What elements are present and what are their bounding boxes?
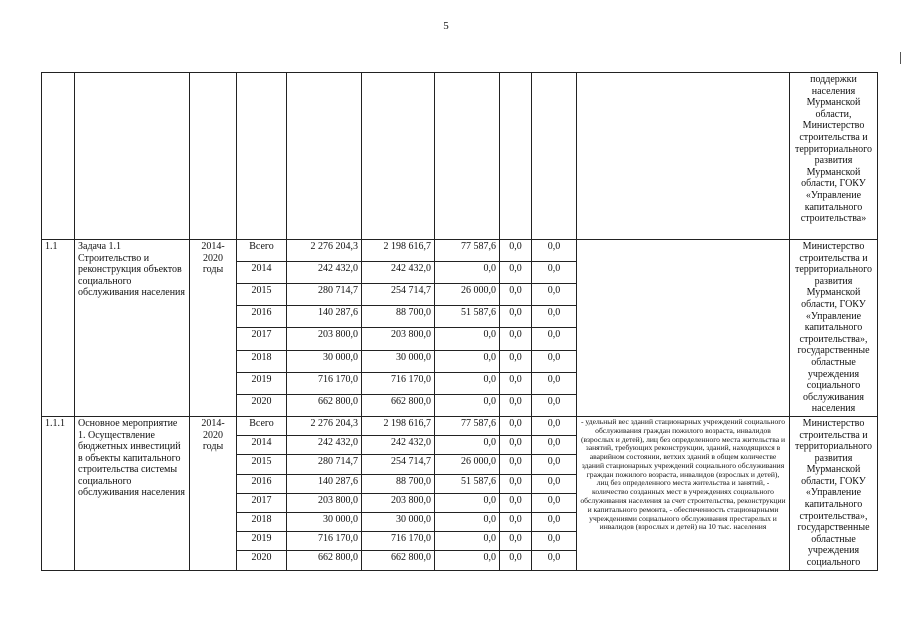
federal-cell: 26 000,0 [435, 284, 500, 306]
total-cell: 30 000,0 [287, 350, 362, 372]
executor-cell: Министерство строительства и территориального развития Мурманской области, ГОКУ «Управление капитального строительства», государственные областные учреждения социального обслуживания населения [790, 240, 878, 417]
total-cell: 662 800,0 [287, 394, 362, 416]
other-cell: 0,0 [532, 306, 577, 328]
other-cell: 0,0 [532, 474, 577, 493]
scan-edge-mark [900, 52, 901, 64]
page-number: 5 [443, 20, 449, 32]
other-cell: 0,0 [532, 455, 577, 474]
total-cell: 716 170,0 [287, 532, 362, 551]
other-cell: 0,0 [532, 350, 577, 372]
program-table [41, 72, 878, 571]
item-code: 1.1.1 [42, 416, 75, 570]
other-cell: 0,0 [532, 416, 577, 435]
indicators-cell: - удельный вес зданий стационарных учреждений социального обслуживания граждан пожилого возраста, инвалидов (взрослых и детей), лиц без определенного места жительства и занятий, требующих реконструкции, зданий, находящихся в аварийном состоянии, ветхих зданий в общем количестве зданий стационарных учреждений социального обслуживания граждан пожилого возраста, инвалидов (взрослых и детей), лиц без определенного места жительства и занятий, - количество созданных мест в учреждениях социального обслуживания населения за счет строительства, реконструкции и капитального ремонта, - обеспеченность стационарными учреждениями социального обслуживания престарелых и инвалидов (взрослых и детей) на 10 тыс. населения [577, 416, 790, 570]
local-cell: 0,0 [500, 474, 532, 493]
local-cell: 0,0 [500, 493, 532, 512]
federal-cell: 0,0 [435, 532, 500, 551]
other-cell: 0,0 [532, 512, 577, 531]
year-cell: 2015 [237, 284, 287, 306]
local-cell: 0,0 [500, 532, 532, 551]
local-cell: 0,0 [500, 512, 532, 531]
total-cell: 140 287,6 [287, 306, 362, 328]
regional-cell: 2 198 616,7 [362, 416, 435, 435]
federal-cell: 51 587,6 [435, 474, 500, 493]
year-cell: 2017 [237, 493, 287, 512]
regional-cell: 203 800,0 [362, 493, 435, 512]
federal-cell: 0,0 [435, 493, 500, 512]
total-cell: 203 800,0 [287, 328, 362, 350]
federal-cell: 51 587,6 [435, 306, 500, 328]
local-cell: 0,0 [500, 455, 532, 474]
year-cell: 2019 [237, 532, 287, 551]
local-cell: 0,0 [500, 306, 532, 328]
regional-cell: 242 432,0 [362, 436, 435, 455]
year-cell: 2016 [237, 306, 287, 328]
year-cell: Всего [237, 240, 287, 262]
other-cell: 0,0 [532, 328, 577, 350]
regional-cell: 242 432,0 [362, 262, 435, 284]
regional-cell: 716 170,0 [362, 532, 435, 551]
year-cell: 2017 [237, 328, 287, 350]
federal-cell: 77 587,6 [435, 240, 500, 262]
regional-cell: 88 700,0 [362, 474, 435, 493]
table-row [42, 240, 878, 262]
local-cell: 0,0 [500, 394, 532, 416]
federal-cell: 26 000,0 [435, 455, 500, 474]
indicators-cell [577, 240, 790, 417]
executor-cell: поддержки населения Мурманской области, Министерство строительства и территориального развития Мурманской области, ГОКУ «Управление капитального строительства» [790, 73, 878, 240]
local-cell: 0,0 [500, 284, 532, 306]
total-cell: 30 000,0 [287, 512, 362, 531]
local-cell: 0,0 [500, 372, 532, 394]
local-cell: 0,0 [500, 240, 532, 262]
other-cell: 0,0 [532, 262, 577, 284]
federal-cell: 0,0 [435, 372, 500, 394]
year-cell: Всего [237, 416, 287, 435]
total-cell: 716 170,0 [287, 372, 362, 394]
regional-cell: 716 170,0 [362, 372, 435, 394]
local-cell: 0,0 [500, 551, 532, 570]
federal-cell: 0,0 [435, 512, 500, 531]
year-cell: 2020 [237, 394, 287, 416]
item-name: Основное мероприятие 1. Осуществление бюджетных инвестиций в объекты капитального строительства системы социального обслуживания населения [75, 416, 190, 570]
local-cell: 0,0 [500, 436, 532, 455]
year-cell: 2014 [237, 436, 287, 455]
other-cell: 0,0 [532, 551, 577, 570]
other-cell: 0,0 [532, 394, 577, 416]
year-cell: 2018 [237, 350, 287, 372]
total-cell: 280 714,7 [287, 284, 362, 306]
total-cell: 203 800,0 [287, 493, 362, 512]
year-cell: 2014 [237, 262, 287, 284]
other-cell: 0,0 [532, 240, 577, 262]
local-cell: 0,0 [500, 416, 532, 435]
executor-cell: Министерство строительства и территориального развития Мурманской области, ГОКУ «Управление капитального строительства», государственные областные учреждения социального [790, 416, 878, 570]
total-cell: 662 800,0 [287, 551, 362, 570]
item-period: 2014-2020 годы [190, 240, 237, 417]
regional-cell: 662 800,0 [362, 394, 435, 416]
other-cell: 0,0 [532, 493, 577, 512]
federal-cell: 0,0 [435, 262, 500, 284]
regional-cell: 254 714,7 [362, 284, 435, 306]
regional-cell: 30 000,0 [362, 350, 435, 372]
table-row [42, 416, 878, 435]
regional-cell: 30 000,0 [362, 512, 435, 531]
regional-cell: 662 800,0 [362, 551, 435, 570]
regional-cell: 254 714,7 [362, 455, 435, 474]
other-cell: 0,0 [532, 436, 577, 455]
continued-row [42, 73, 878, 240]
year-cell: 2020 [237, 551, 287, 570]
year-cell: 2019 [237, 372, 287, 394]
total-cell: 2 276 204,3 [287, 416, 362, 435]
total-cell: 242 432,0 [287, 262, 362, 284]
federal-cell: 0,0 [435, 328, 500, 350]
federal-cell: 0,0 [435, 436, 500, 455]
federal-cell: 0,0 [435, 394, 500, 416]
item-period: 2014-2020 годы [190, 416, 237, 570]
year-cell: 2016 [237, 474, 287, 493]
local-cell: 0,0 [500, 328, 532, 350]
other-cell: 0,0 [532, 532, 577, 551]
total-cell: 140 287,6 [287, 474, 362, 493]
federal-cell: 77 587,6 [435, 416, 500, 435]
federal-cell: 0,0 [435, 551, 500, 570]
total-cell: 280 714,7 [287, 455, 362, 474]
year-cell: 2015 [237, 455, 287, 474]
other-cell: 0,0 [532, 372, 577, 394]
regional-cell: 88 700,0 [362, 306, 435, 328]
local-cell: 0,0 [500, 350, 532, 372]
year-cell: 2018 [237, 512, 287, 531]
local-cell: 0,0 [500, 262, 532, 284]
total-cell: 242 432,0 [287, 436, 362, 455]
regional-cell: 203 800,0 [362, 328, 435, 350]
federal-cell: 0,0 [435, 350, 500, 372]
item-name: Задача 1.1 Строительство и реконструкция объектов социального обслуживания населения [75, 240, 190, 417]
regional-cell: 2 198 616,7 [362, 240, 435, 262]
other-cell: 0,0 [532, 284, 577, 306]
item-code: 1.1 [42, 240, 75, 417]
total-cell: 2 276 204,3 [287, 240, 362, 262]
